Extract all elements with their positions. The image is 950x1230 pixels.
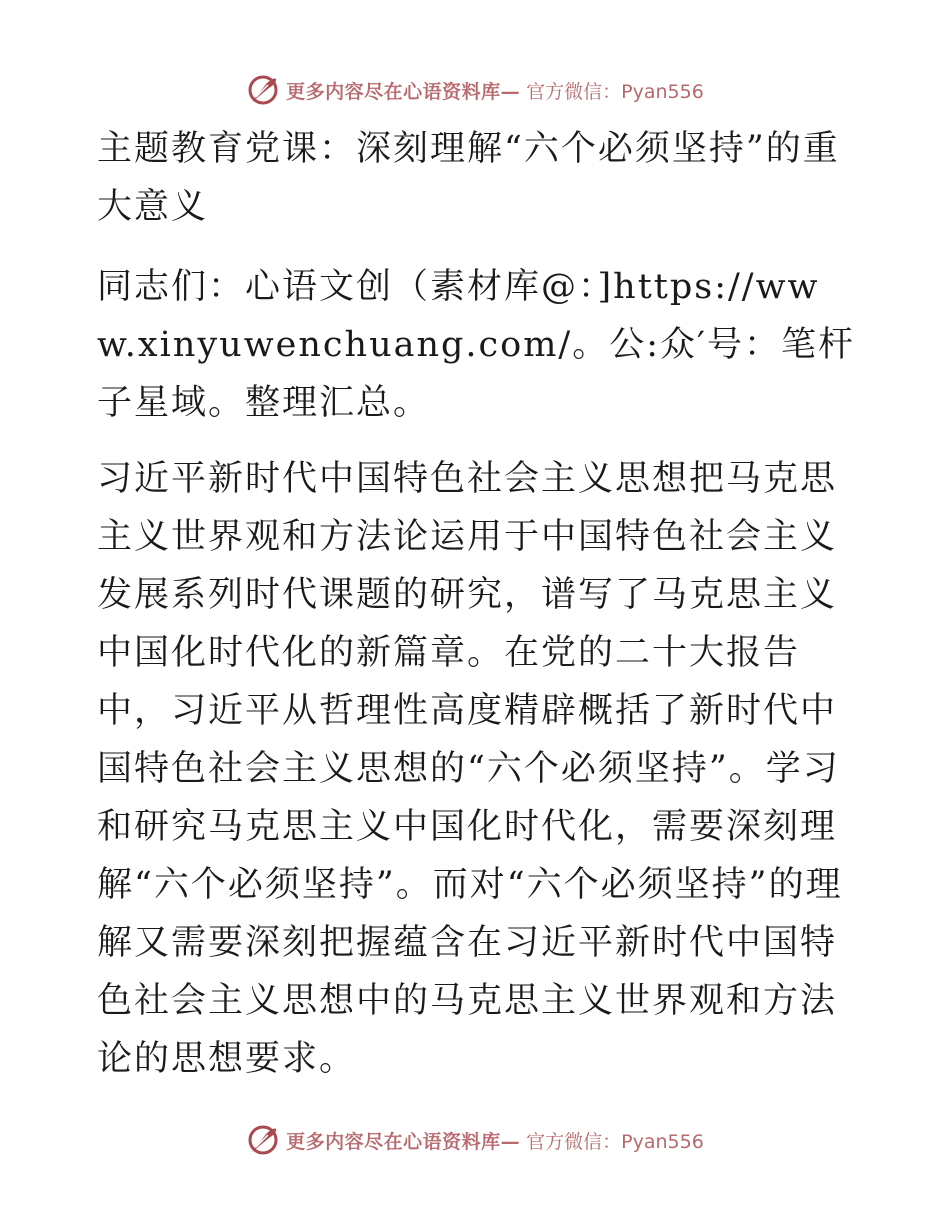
header-banner (0, 70, 950, 110)
wechat-id-text: 官方微信：Pyan556 (526, 1130, 704, 1153)
footer-banner (0, 1120, 950, 1160)
document-title: 主题教育党课：深刻理解“六个必须坚持”的重大意义 (97, 129, 840, 227)
quill-logo-icon (246, 73, 280, 107)
wechat-id-text: 官方微信：Pyan556 (526, 80, 704, 103)
promo-text: 更多内容尽在心语资料库— (286, 1130, 521, 1153)
quill-logo-icon (246, 1123, 280, 1157)
document-body (97, 120, 857, 1088)
body-paragraph: 习近平新时代中国特色社会主义思想把马克思主义世界观和方法论运用于中国特色社会主义发展系列时代课题的研究，谱写了马克思主义中国化时代化的新篇章。在党的二十大报告中，习近平从哲理性高度精辟概括了新时代中国特色社会主义思想的“六个必须坚持”。学习和研究马克思主义中国化时代化，需要深刻理解“六个必须坚持”。而对“六个必须坚持”的理解又需要深刻把握蕴含在习近平新时代中国特色社会主义思想中的马克思主义世界观和方法论的思想要求。 (97, 459, 843, 1079)
greeting-paragraph: 同志们：心语文创（素材库@：]https://www.xinyuwenchuang.com/。公:众′号：笔杆子星域。整理汇总。 (97, 267, 855, 423)
promo-text: 更多内容尽在心语资料库— (286, 80, 521, 103)
